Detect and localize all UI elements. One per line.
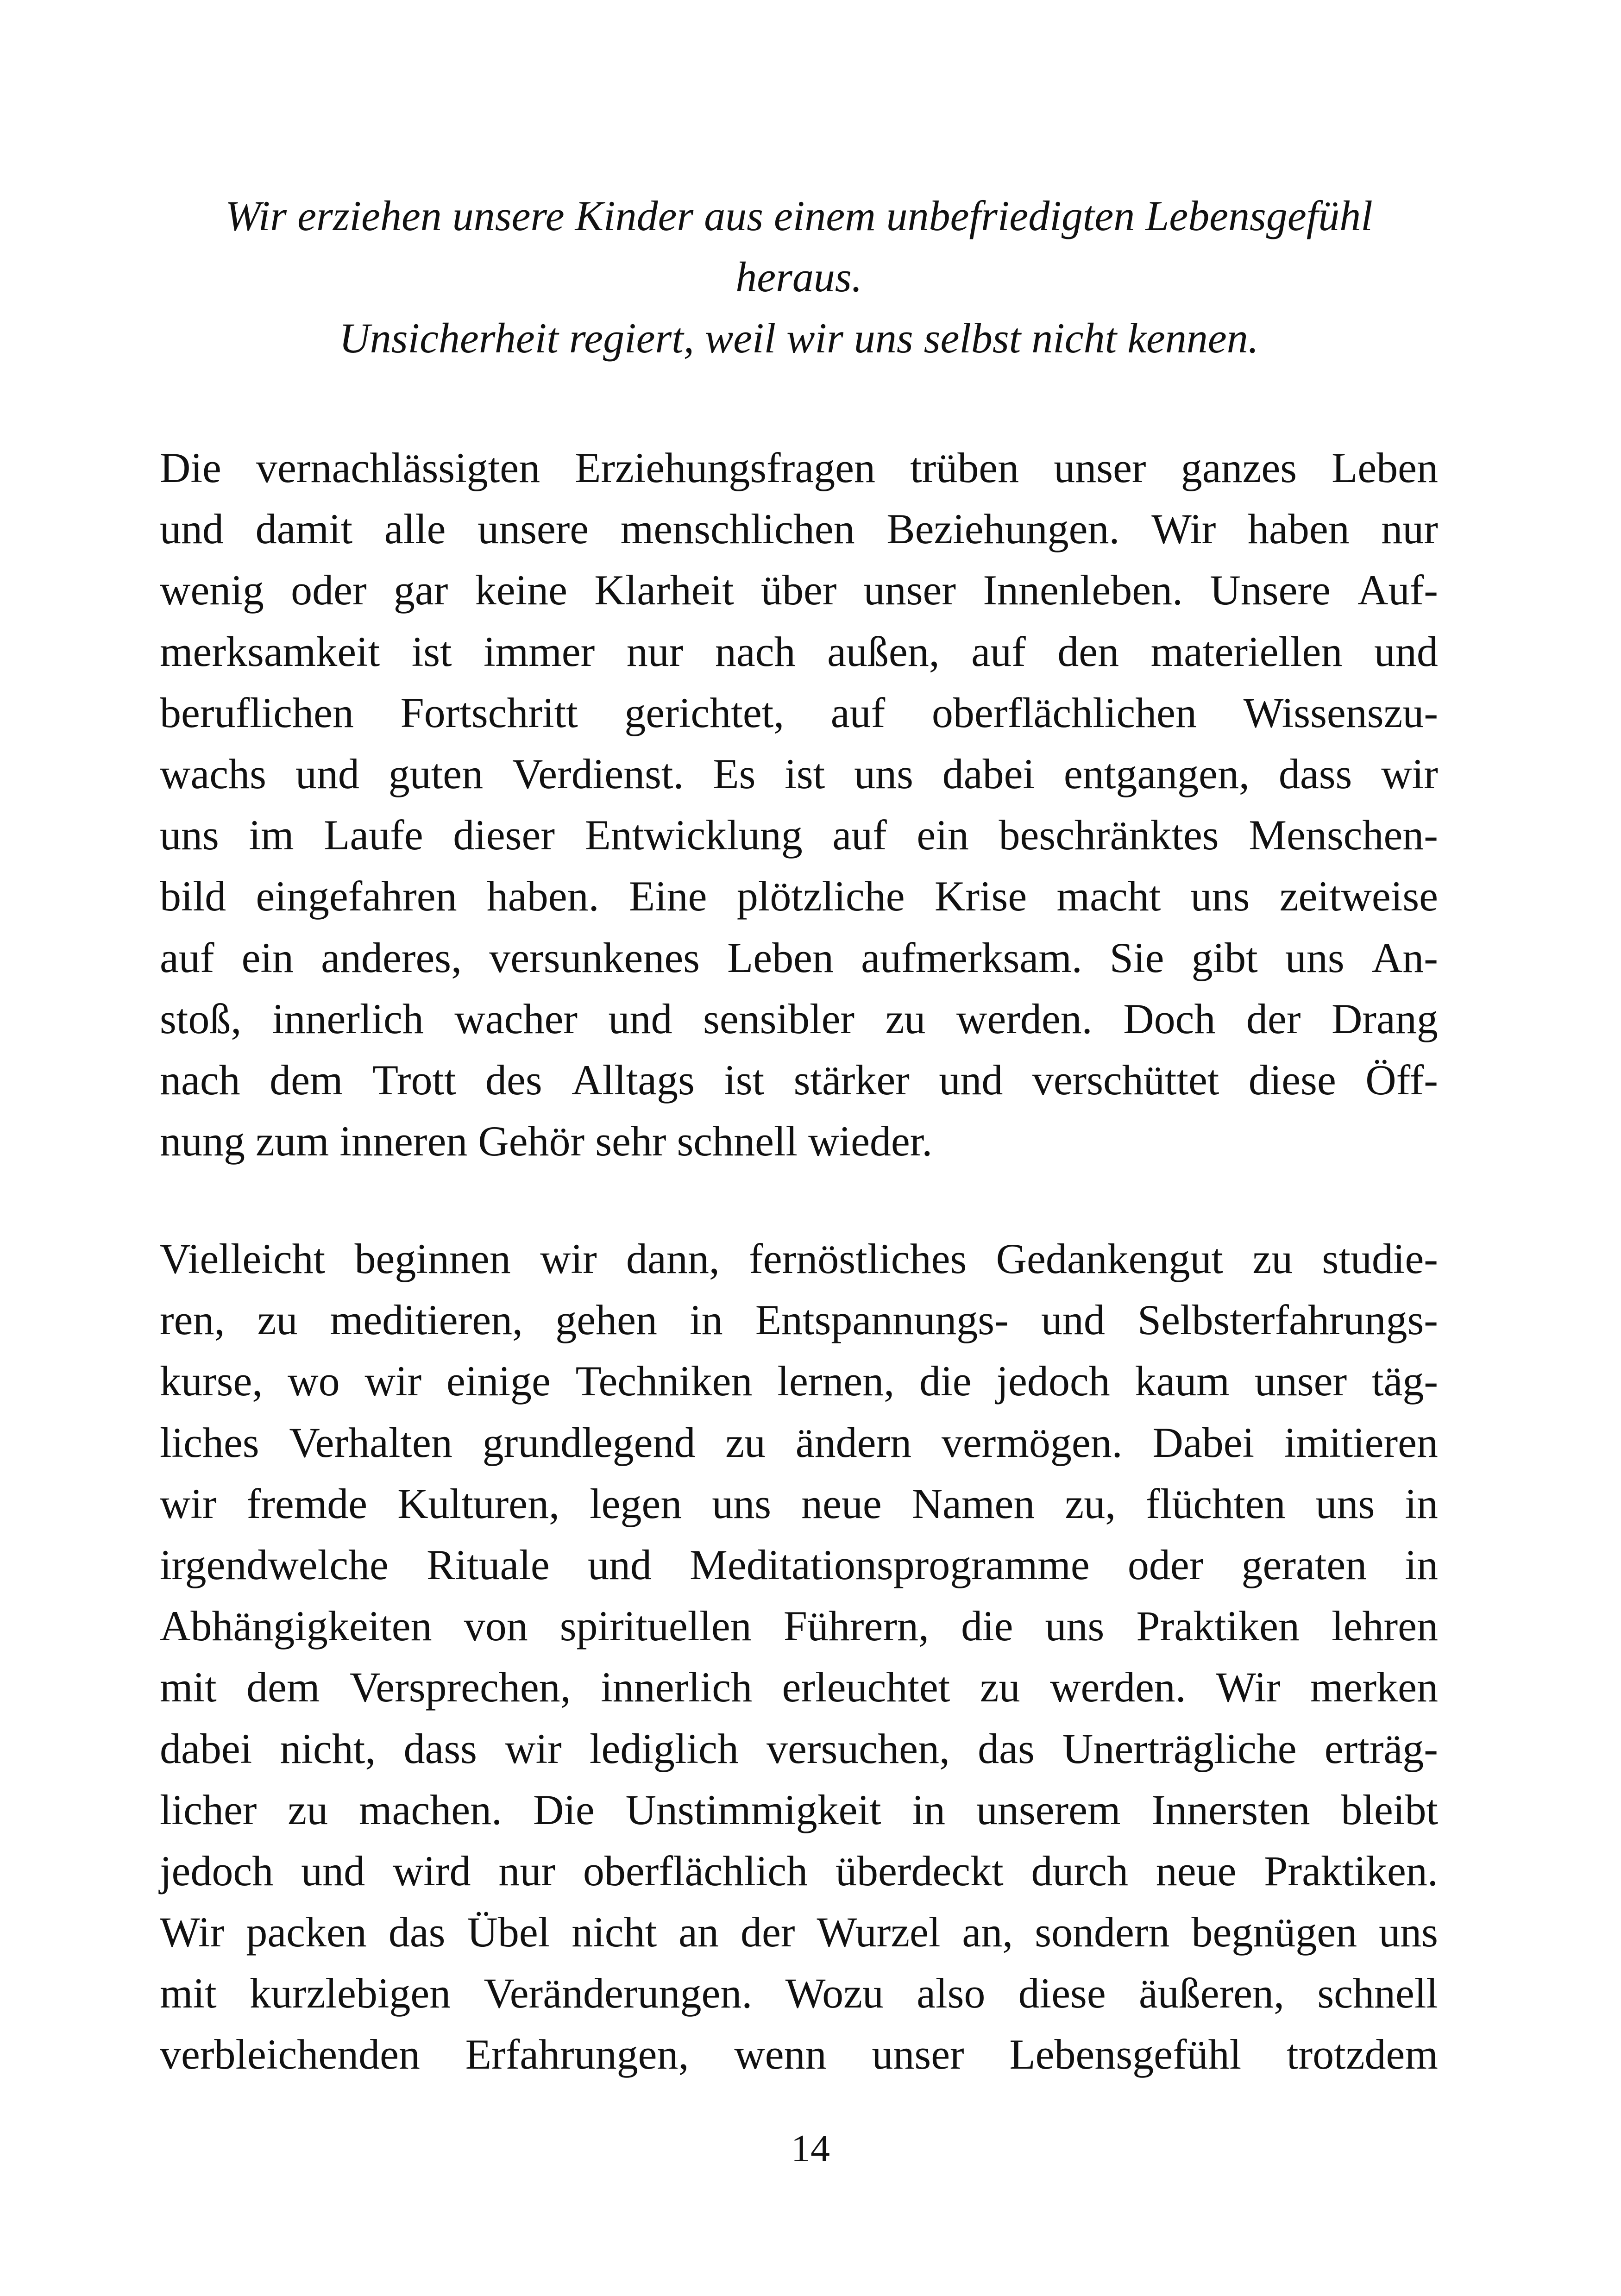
word: wir	[160, 1480, 217, 1527]
word: Rituale	[427, 1541, 550, 1588]
word: innerlich	[272, 995, 424, 1042]
text-line	[160, 1228, 1438, 1289]
word: überdeckt	[835, 1847, 1004, 1895]
word: Kulturen,	[397, 1480, 560, 1527]
word: nicht,	[280, 1725, 376, 1772]
text-line	[160, 1779, 1438, 1840]
word: Krise	[934, 872, 1027, 920]
word: Innersten	[1151, 1786, 1310, 1833]
word: fremde	[246, 1480, 368, 1527]
word: uns	[712, 1480, 772, 1527]
text-line	[160, 927, 1438, 988]
text-line	[160, 1534, 1438, 1595]
word: ren,	[160, 1296, 225, 1344]
word: also	[917, 1970, 986, 2017]
word: auf	[971, 627, 1026, 675]
word: Wir	[1151, 505, 1216, 553]
word: innerlich	[601, 1663, 753, 1711]
word: wacher	[454, 995, 578, 1042]
word: grundlegend	[482, 1418, 696, 1466]
word: Die	[160, 444, 221, 491]
word: zu	[288, 1786, 328, 1833]
word: guten	[388, 750, 484, 797]
word: wir	[505, 1725, 562, 1772]
text-line	[160, 621, 1438, 682]
text-line	[160, 1840, 1438, 1901]
text-line	[160, 1718, 1438, 1779]
word: ist	[785, 750, 825, 797]
word: Verhalten	[289, 1418, 452, 1466]
word: Unerträgliche	[1062, 1725, 1297, 1772]
word: Versprechen,	[350, 1663, 571, 1711]
word: und	[1041, 1296, 1105, 1344]
word: Sie	[1109, 934, 1164, 981]
word: ganzes	[1181, 444, 1297, 491]
word: sondern	[1035, 1908, 1170, 1956]
word: trüben	[910, 444, 1019, 491]
word: unsere	[478, 505, 589, 553]
word: an	[679, 1908, 719, 1956]
word: Menschen-	[1249, 811, 1438, 859]
word: Dabei	[1152, 1418, 1255, 1466]
text-line	[160, 437, 1438, 498]
word: Leben	[1332, 444, 1438, 491]
word: unserem	[976, 1786, 1121, 1833]
word: der	[1246, 995, 1301, 1042]
word: mit	[160, 1970, 217, 2017]
text-line	[160, 1289, 1438, 1350]
word: Erziehungsfragen	[575, 444, 875, 491]
word: Praktiken.	[1264, 1847, 1438, 1895]
word: machen.	[358, 1786, 503, 1833]
word: anderes,	[321, 934, 462, 981]
word: Laufe	[324, 811, 423, 859]
word: lehren	[1332, 1602, 1438, 1650]
word: Gehör	[478, 1117, 585, 1165]
word: gehen	[555, 1296, 657, 1344]
word: Wir	[160, 1908, 225, 1956]
word: beruflichen	[160, 689, 354, 736]
word: versuchen,	[767, 1725, 950, 1772]
word: Vielleicht	[160, 1235, 326, 1282]
word: ist	[411, 627, 452, 675]
word: merksamkeit	[160, 627, 380, 675]
word: Die	[533, 1786, 595, 1833]
word: wachs	[160, 750, 266, 797]
text-line	[160, 1049, 1438, 1110]
word: dabei	[942, 750, 1035, 797]
word: zu	[1252, 1235, 1293, 1282]
word: jedoch	[996, 1357, 1110, 1405]
word: imitieren	[1284, 1418, 1438, 1466]
word: und	[608, 995, 672, 1042]
word: zu	[725, 1418, 766, 1466]
word: zum	[256, 1117, 329, 1165]
word: begnügen	[1191, 1908, 1357, 1956]
word: der	[740, 1908, 795, 1956]
word: und	[160, 505, 224, 553]
word: ein	[917, 811, 969, 859]
word: Auf-	[1357, 566, 1438, 614]
word: außen,	[827, 627, 940, 675]
paragraph-1	[160, 437, 1438, 1172]
word: in	[690, 1296, 723, 1344]
text-line	[160, 682, 1438, 743]
word: erleuchtet	[782, 1663, 950, 1711]
word: Namen	[911, 1480, 1035, 1527]
word: haben.	[486, 872, 599, 920]
word: gibt	[1191, 934, 1258, 981]
word: auf	[832, 811, 887, 859]
word: nur	[1381, 505, 1438, 553]
epigraph-line: heraus.	[735, 253, 862, 301]
word: dieser	[453, 811, 555, 859]
word: dem	[246, 1663, 320, 1711]
word: Entspannungs-	[755, 1296, 1009, 1344]
word: Drang	[1331, 995, 1438, 1042]
word: studie-	[1322, 1235, 1438, 1282]
word: ist	[724, 1056, 765, 1104]
word: oberflächlichen	[931, 689, 1197, 736]
word: inneren	[339, 1117, 468, 1165]
word: unser	[872, 2031, 964, 2078]
word: Unsere	[1210, 566, 1331, 614]
word: oder	[1127, 1541, 1204, 1588]
word: und	[301, 1847, 365, 1895]
word: flüchten	[1146, 1480, 1286, 1527]
word: uns	[1190, 872, 1250, 920]
text-line	[160, 559, 1438, 621]
word: Leben	[727, 934, 834, 981]
word: dass	[1278, 750, 1352, 797]
word: plötzliche	[736, 872, 905, 920]
word: äußeren,	[1138, 1970, 1285, 2017]
word: wenn	[734, 2031, 827, 2078]
word: Führern,	[783, 1602, 930, 1650]
word: oberflächlich	[583, 1847, 808, 1895]
word: bleibt	[1341, 1786, 1438, 1833]
word: in	[1405, 1541, 1438, 1588]
text-line	[160, 988, 1438, 1049]
epigraph-line: Unsicherheit regiert, weil wir uns selbst nicht kennen.	[339, 314, 1259, 362]
word: uns	[1315, 1480, 1375, 1527]
word: das	[388, 1908, 446, 1956]
word: unser	[1254, 1357, 1347, 1405]
word: werden.	[1050, 1663, 1186, 1711]
word: ein	[241, 934, 294, 981]
word: wir	[1381, 750, 1438, 797]
word: wird	[392, 1847, 471, 1895]
word: Innenleben.	[983, 566, 1183, 614]
word: Klarheit	[594, 566, 734, 614]
word: Verdienst.	[512, 750, 684, 797]
word: stoß,	[160, 995, 242, 1042]
text-line	[160, 1595, 1438, 1656]
word: zu,	[1065, 1480, 1116, 1527]
word: Gedankengut	[996, 1235, 1224, 1282]
page-number: 14	[791, 2127, 830, 2170]
word: Beziehungen.	[886, 505, 1120, 553]
word: macht	[1056, 872, 1161, 920]
word: materiellen	[1150, 627, 1343, 675]
word: schnell	[1317, 1970, 1438, 2017]
word: das	[978, 1725, 1035, 1772]
word: wir	[364, 1357, 422, 1405]
word: Selbsterfahrungs-	[1137, 1296, 1438, 1344]
word: beschränktes	[999, 811, 1219, 859]
word: meditieren,	[330, 1296, 523, 1344]
word: Trott	[372, 1056, 456, 1104]
word: irgendwelche	[160, 1541, 389, 1588]
word: Praktiken	[1136, 1602, 1300, 1650]
word: liches	[160, 1418, 259, 1466]
word: gerichtet,	[624, 689, 785, 736]
word: diese	[1018, 1970, 1106, 2017]
word: Entwicklung	[584, 811, 803, 859]
paragraph-2	[160, 1228, 1438, 2085]
word: packen	[246, 1908, 367, 1956]
word: zu	[885, 995, 926, 1042]
word: dass	[403, 1725, 477, 1772]
word: auf	[160, 934, 214, 981]
word: Übel	[467, 1908, 550, 1956]
word: menschlichen	[620, 505, 855, 553]
word: kurzlebigen	[249, 1970, 451, 2017]
text-line	[160, 804, 1438, 866]
word: im	[249, 811, 294, 859]
word: spirituellen	[559, 1602, 752, 1650]
word: Fortschritt	[400, 689, 578, 736]
word: jedoch	[160, 1847, 274, 1895]
word: stärker	[793, 1056, 910, 1104]
text-line	[160, 1350, 1438, 1411]
word: sensibler	[703, 995, 855, 1042]
word: uns	[854, 750, 913, 797]
word: unser	[1054, 444, 1146, 491]
word: einige	[446, 1357, 551, 1405]
word: immer	[484, 627, 595, 675]
word: An-	[1371, 934, 1438, 981]
word: von	[464, 1602, 528, 1650]
word: gar	[393, 566, 448, 614]
text-line	[160, 1412, 1438, 1473]
word: keine	[475, 566, 567, 614]
text-line	[160, 866, 1438, 927]
word: Wir	[1216, 1663, 1281, 1711]
word: täg-	[1371, 1357, 1438, 1405]
word: Techniken	[575, 1357, 753, 1405]
word: des	[485, 1056, 542, 1104]
word: wenig	[160, 566, 264, 614]
text-line	[160, 743, 1438, 804]
word: und	[587, 1541, 652, 1588]
word: verschüttet	[1032, 1056, 1219, 1104]
text-line	[160, 1110, 1438, 1172]
word: und	[295, 750, 359, 797]
word: Wurzel	[817, 1908, 941, 1956]
word: uns	[1285, 934, 1345, 981]
word: nur	[626, 627, 684, 675]
word: uns	[160, 811, 219, 859]
word: merken	[1310, 1663, 1438, 1711]
word: dabei	[160, 1725, 252, 1772]
word: nur	[498, 1847, 555, 1895]
word: uns	[1045, 1602, 1105, 1650]
word: legen	[590, 1480, 682, 1527]
word: und	[1374, 627, 1438, 675]
word: versunkenes	[489, 934, 700, 981]
text-line	[160, 2024, 1438, 2085]
word: Öff-	[1365, 1056, 1438, 1104]
text-line	[160, 498, 1438, 559]
word: dem	[270, 1056, 343, 1104]
word: Abhängigkeiten	[160, 1602, 432, 1650]
word: Meditationsprogramme	[690, 1541, 1090, 1588]
word: Alltags	[572, 1056, 695, 1104]
word: unser	[863, 566, 956, 614]
word: trotzdem	[1286, 2031, 1438, 2078]
word: nung	[160, 1117, 245, 1165]
word: eingefahren	[256, 872, 457, 920]
word: den	[1057, 627, 1119, 675]
word: nach	[160, 1056, 240, 1104]
italic-epigraph	[160, 185, 1438, 369]
word: kaum	[1135, 1357, 1230, 1405]
word: sehr	[595, 1117, 666, 1165]
word: damit	[255, 505, 353, 553]
word: bild	[160, 872, 226, 920]
word: wir	[540, 1235, 597, 1282]
word: Doch	[1123, 995, 1216, 1042]
word: haben	[1248, 505, 1350, 553]
word: lernen,	[777, 1357, 895, 1405]
word: dann,	[626, 1235, 720, 1282]
word: und	[939, 1056, 1003, 1104]
text-line	[160, 1473, 1438, 1534]
word: oder	[291, 566, 367, 614]
word: über	[760, 566, 837, 614]
word: beginnen	[354, 1235, 511, 1282]
word: zu	[980, 1663, 1020, 1711]
word: auf	[830, 689, 886, 736]
word: aufmerksam.	[861, 934, 1082, 981]
word: ändern	[795, 1418, 912, 1466]
word: in	[1405, 1480, 1438, 1527]
word: durch	[1031, 1847, 1128, 1895]
word: die	[919, 1357, 972, 1405]
word: uns	[1379, 1908, 1438, 1956]
word: Lebensgefühl	[1009, 2031, 1242, 2078]
word: Eine	[628, 872, 707, 920]
word: verbleichenden	[160, 2031, 420, 2078]
word: vernachlässigten	[256, 444, 540, 491]
word: zeitweise	[1279, 872, 1438, 920]
text-line	[160, 1963, 1438, 2024]
word: zu	[257, 1296, 298, 1344]
word: an,	[962, 1908, 1013, 1956]
text-line	[160, 1656, 1438, 1718]
word: geraten	[1241, 1541, 1367, 1588]
word: Unstimmigkeit	[625, 1786, 881, 1833]
word: vermögen.	[941, 1418, 1123, 1466]
word: mit	[160, 1663, 217, 1711]
epigraph-line: Wir erziehen unsere Kinder aus einem unbefriedigten Lebensgefühl	[225, 192, 1373, 239]
word: erträg-	[1324, 1725, 1438, 1772]
text-line	[160, 1901, 1438, 1963]
word: Wissenszu-	[1243, 689, 1438, 736]
word: wieder.	[808, 1117, 933, 1165]
word: lediglich	[589, 1725, 739, 1772]
word: licher	[160, 1786, 257, 1833]
word: in	[912, 1786, 945, 1833]
word: kurse,	[160, 1357, 263, 1405]
word: Erfahrungen,	[465, 2031, 689, 2078]
word: die	[961, 1602, 1013, 1650]
word: Es	[713, 750, 756, 797]
word: Veränderungen.	[484, 1970, 753, 2017]
word: neue	[801, 1480, 882, 1527]
word: fernöstliches	[749, 1235, 967, 1282]
word: alle	[384, 505, 446, 553]
word: nach	[715, 627, 796, 675]
word: schnell	[677, 1117, 798, 1165]
word: entgangen,	[1063, 750, 1250, 797]
word: Wozu	[785, 1970, 884, 2017]
word: wo	[288, 1357, 340, 1405]
word: diese	[1248, 1056, 1336, 1104]
word: nicht	[572, 1908, 657, 1956]
word: neue	[1156, 1847, 1237, 1895]
word: werden.	[956, 995, 1093, 1042]
